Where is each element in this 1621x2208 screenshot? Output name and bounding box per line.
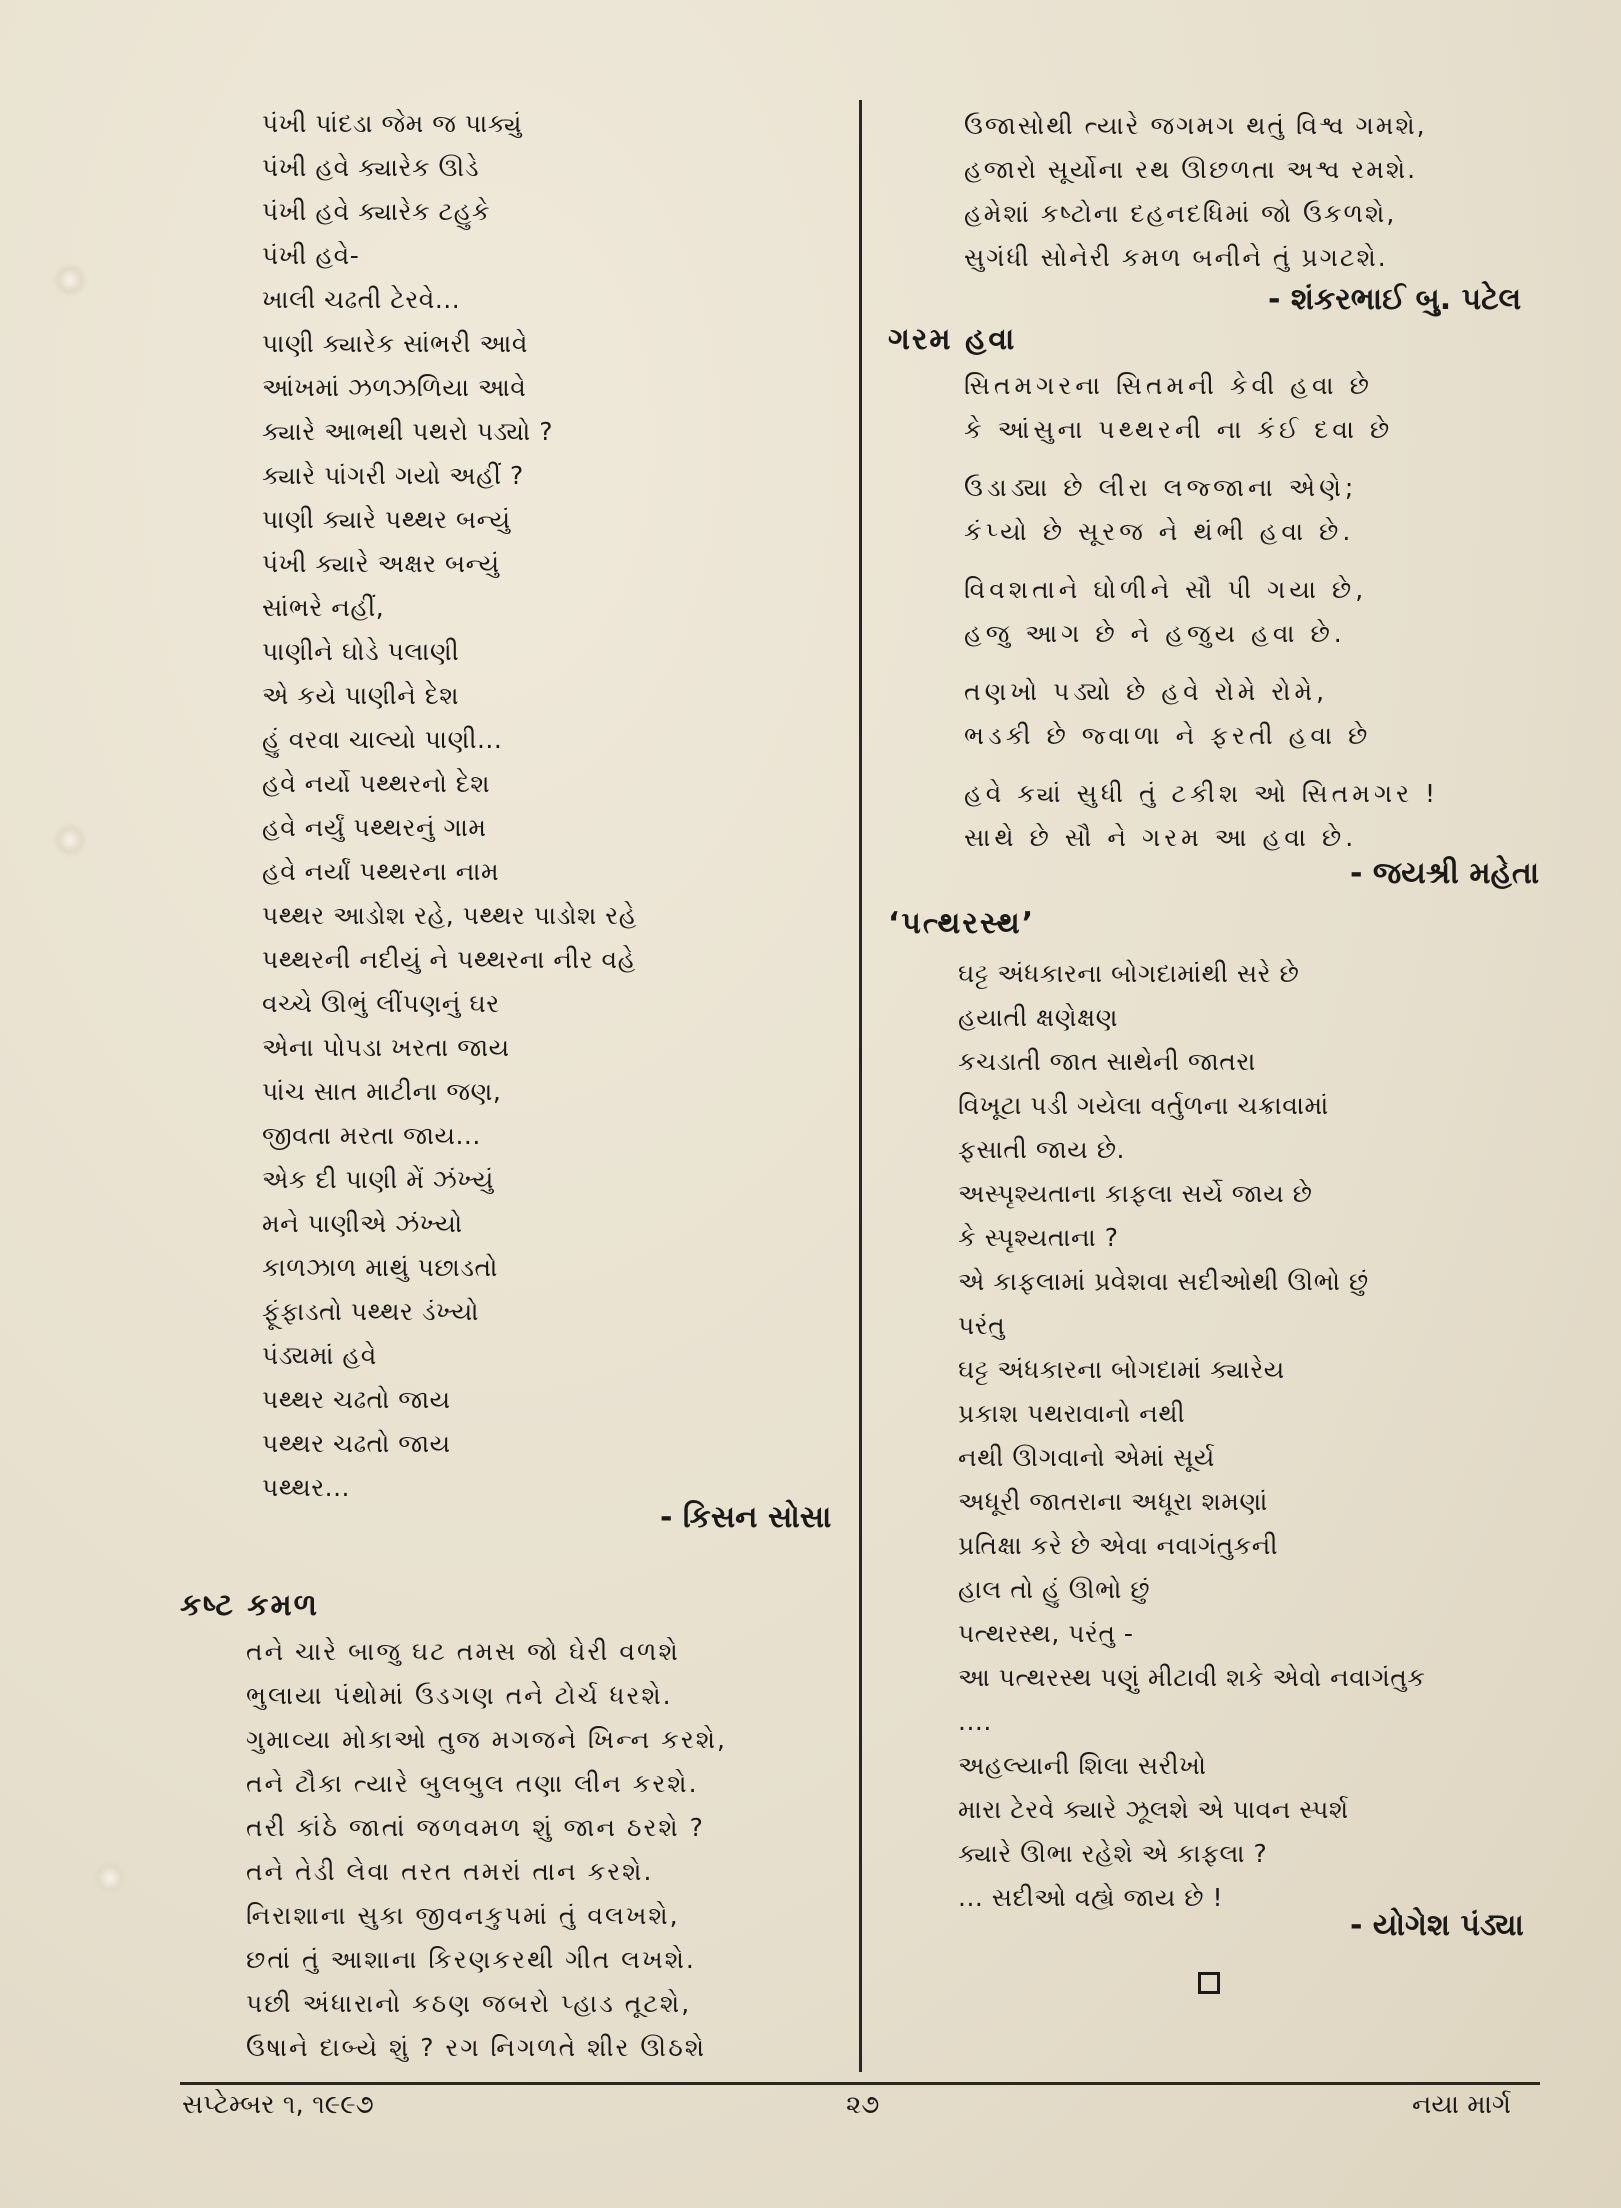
- poem-line: આંખમાં ઝળઝળિયા આવે: [262, 373, 527, 402]
- poem-line: પંખી હવે-: [262, 241, 360, 270]
- poem-line: ઘટ્ટ અંધકારના બોગદામાંથી સરે છે: [958, 959, 1300, 988]
- poem-line: તને ચારે બાજુ ઘટ તમસ જો ઘેરી વળશે: [246, 1637, 680, 1666]
- poem-line: પાણી ક્યારે પથ્થર બન્યું: [262, 505, 511, 534]
- poem-line: નથી ઊગવાનો એમાં સૂર્ય: [958, 1443, 1215, 1472]
- footer-page-number: ૨૭: [846, 2090, 880, 2120]
- poem-line: એના પોપડા ખરતા જાય: [262, 1033, 510, 1062]
- poem-kisan-sosa: [262, 102, 842, 1510]
- poem-line: એ કયે પાણીને દેશ: [262, 681, 460, 710]
- poem-line: પથ્થર આડોશ રહે, પથ્થર પાડોશ રહે: [262, 901, 637, 930]
- poem-line: ઉષાને દાબ્યે શું ? રગ નિગળતે શીર ઊઠશે: [246, 2033, 707, 2062]
- poem-line: એ કાફલામાં પ્રવેશવા સદીઓથી ઊભો છું: [958, 1267, 1369, 1296]
- poem-line: હજારો સૂર્યોના રથ ઊછળતા અશ્વ રમશે.: [964, 155, 1418, 184]
- poem-line: ફસાતી જાય છે.: [958, 1135, 1125, 1164]
- poem-line: વચ્ચે ઊભું લીંપણનું ઘર: [262, 989, 500, 1018]
- poem-line: તરી કાંઠે જાતાં જળવમળ શું જાન ઠરશે ?: [246, 1813, 705, 1842]
- poem-kasht-kamal: [246, 1630, 846, 2070]
- poem-line: તને ટૌકા ત્યારે બુલબુલ તણા લીન કરશે.: [246, 1769, 699, 1798]
- poem-line: ભુલાયા પંથોમાં ઉડગણ તને ટોર્ચ ધરશે.: [246, 1681, 673, 1710]
- binding-hole: [92, 1860, 128, 1896]
- poem-line: ....: [958, 1707, 992, 1736]
- poem-title: ‘પત્થરસ્થ’: [888, 906, 1036, 941]
- poem-line: પરંતુ: [958, 1311, 1006, 1340]
- poem-author: - યોગેશ પંડ્યા: [1350, 1908, 1524, 1943]
- poem-line: હજુ આગ છે ને હજુય હવા છે.: [964, 619, 1346, 648]
- poem-line: કચડાતી જાત સાથેની જાતરા: [958, 1047, 1256, 1076]
- poem-line: એક દી પાણી મેં ઝંખ્યું: [262, 1165, 494, 1194]
- poem-line: હાલ તો હું ઊભો છું: [958, 1575, 1151, 1604]
- poem-line: પથ્થર...: [262, 1473, 350, 1502]
- poem-line: ઉજાસોથી ત્યારે જગમગ થતું વિશ્વ ગમશે,: [964, 111, 1427, 140]
- poem-author: - શંકરભાઈ બુ. પટેલ: [1268, 282, 1522, 317]
- poem-line: સુગંધી સોનેરી કમળ બનીને તું પ્રગટશે.: [964, 243, 1388, 272]
- poem-line: ગુમાવ્યા મોકાઓ તુજ મગજને ખિન્ન કરશે,: [246, 1725, 727, 1754]
- poem-line: ભડકી છે જ્વાળા ને ફરતી હવા છે: [964, 721, 1372, 750]
- poem-line: હવે નર્યું પથ્થરનું ગામ: [262, 813, 487, 842]
- poem-line: મને પાણીએ ઝંખ્યો: [262, 1209, 463, 1238]
- poem-line: પથ્થરની નદીયું ને પથ્થરના નીર વહે: [262, 945, 636, 974]
- poem-line: ઘટ્ટ અંધકારના બોગદામાં ક્યારેય: [958, 1355, 1285, 1384]
- poem-garam-hava: [964, 364, 1544, 860]
- end-mark: [1198, 1972, 1220, 1994]
- poem-line: પાંચ સાત માટીના જણ,: [262, 1077, 502, 1106]
- poem-line: પત્થરસ્થ, પરંતુ -: [958, 1619, 1134, 1648]
- poem-line: પાણી ક્યારેક સાંભરી આવે: [262, 329, 528, 358]
- poem-line: પંખી હવે ક્યારેક ઊડે: [262, 153, 480, 182]
- footer-rule: [180, 2082, 1540, 2085]
- stanza-gap: [964, 554, 1544, 568]
- poem-line: સિતમગરના સિતમની કેવી હવા છે: [964, 371, 1373, 400]
- poem-line: તણખો પડ્યો છે હવે રોમે રોમે,: [964, 677, 1329, 706]
- poem-line: કે સ્પૃશ્યતાના ?: [958, 1223, 1119, 1252]
- binding-hole: [52, 822, 88, 858]
- binding-hole: [52, 262, 88, 298]
- poem-author: - જયશ્રી મહેતા: [1350, 856, 1540, 891]
- stanza-gap: [964, 452, 1544, 466]
- poem-pattharasth: [958, 952, 1558, 1920]
- poem-line: કે આંસુના પથ્થરની ના કંઈ દવા છે: [964, 415, 1394, 444]
- stanza-gap: [964, 656, 1544, 670]
- poem-line: અહલ્યાની શિલા સરીખો: [958, 1751, 1207, 1780]
- poem-line: ખાલી ચઢતી ટેરવે...: [262, 285, 461, 314]
- poem-line: વિવશતાને ઘોળીને સૌ પી ગયા છે,: [964, 575, 1368, 604]
- poem-line: અધૂરી જાતરાના અધૂરા શમણાં: [958, 1487, 1268, 1516]
- poem-line: પંખી હવે ક્યારેક ટહુકે: [262, 197, 491, 226]
- poem-line: ક્યારે આભથી પથરો પડ્યો ?: [262, 417, 553, 446]
- poem-line: મારા ટેરવે ક્યારે ઝૂલશે એ પાવન સ્પર્શ: [958, 1795, 1349, 1824]
- poem-line: પથ્થર ચઢતો જાય: [262, 1429, 451, 1458]
- poem-line: પંડ્યમાં હવે: [262, 1341, 377, 1370]
- column-divider: [859, 100, 862, 2072]
- poem-line: પાણીને ઘોડે પલાણી: [262, 637, 460, 666]
- poem-line: ઉડાડ્યા છે લીરા લજ્જાના એણે;: [964, 473, 1358, 502]
- poem-line: પછી અંધારાનો કઠણ જબરો પ્હાડ તૂટશે,: [246, 1989, 692, 2018]
- poem-line: અસ્પૃશ્યતાના કાફલા સર્યે જાય છે: [958, 1179, 1313, 1208]
- stanza-gap: [964, 758, 1544, 772]
- poem-kasht-kamal-continued: [964, 104, 1544, 280]
- poem-line: નિરાશાના સુકા જીવનકુપમાં તું વલખશે,: [246, 1901, 680, 1930]
- footer-date: સપ્ટેમ્બર ૧, ૧૯૯૭: [182, 2090, 374, 2120]
- poem-line: પથ્થર ચઢતો જાય: [262, 1385, 451, 1414]
- poem-line: આ પત્થરસ્થ પણું મીટાવી શકે એવો નવાગંતુક: [958, 1663, 1426, 1692]
- poem-line: પંખી ક્યારે અક્ષર બન્યું: [262, 549, 500, 578]
- poem-line: ... સદીઓ વહ્યે જાય છે !: [958, 1883, 1224, 1912]
- footer-magazine-name: નયા માર્ગ: [1412, 2090, 1512, 2120]
- poem-line: છતાં તું આશાના કિરણકરથી ગીત લખશે.: [246, 1945, 696, 1974]
- poem-line: વિખૂટા પડી ગયેલા વર્તુળના ચક્રાવામાં: [958, 1091, 1329, 1120]
- poem-line: ક્યારે ઊભા રહેશે એ કાફલા ?: [958, 1839, 1268, 1868]
- poem-line: હું વરવા ચાલ્યો પાણી...: [262, 725, 503, 754]
- poem-title: કષ્ટ કમળ: [180, 1588, 320, 1623]
- poem-line: ક્યારે પાંગરી ગયો અહીં ?: [262, 461, 524, 490]
- poem-line: પ્રતિક્ષા કરે છે એવા નવાગંતુકની: [958, 1531, 1279, 1560]
- poem-line: સાંભરે નહીં,: [262, 593, 385, 622]
- left-column: [262, 102, 842, 1510]
- poem-line: જીવતા મરતા જાય...: [262, 1121, 481, 1150]
- poem-line: હવે નર્યો પથ્થરનો દેશ: [262, 769, 491, 798]
- poem-line: કાળઝાળ માથું પછાડતો: [262, 1253, 498, 1282]
- poem-line: તને તેડી લેવા તરત તમરાં તાન કરશે.: [246, 1857, 654, 1886]
- poem-line: પંખી પાંદડા જેમ જ પાક્યું: [262, 109, 522, 138]
- poem-line: હમેશાં કષ્ટોના દહનદધિમાં જો ઉકળશે,: [964, 199, 1397, 228]
- poem-line: હયાતી ક્ષણેક્ષણ: [958, 1003, 1118, 1032]
- poem-line: કંપ્યો છે સૂરજ ને થંભી હવા છે.: [964, 517, 1355, 546]
- poem-line: ફૂંફાડતો પથ્થર ડંખ્યો: [262, 1297, 480, 1326]
- poem-author: - કિસન સોસા: [660, 1500, 832, 1535]
- poem-line: હવે ક્યાં સુધી તું ટકીશ ઓ સિતમગર !: [964, 779, 1440, 808]
- poem-line: પ્રકાશ પથરાવાનો નથી: [958, 1399, 1186, 1428]
- poem-line: સાથે છે સૌ ને ગરમ આ હવા છે.: [964, 823, 1358, 852]
- poem-title: ગરમ હવા: [888, 322, 1017, 357]
- poem-line: હવે નર્યાં પથ્થરના નામ: [262, 857, 500, 886]
